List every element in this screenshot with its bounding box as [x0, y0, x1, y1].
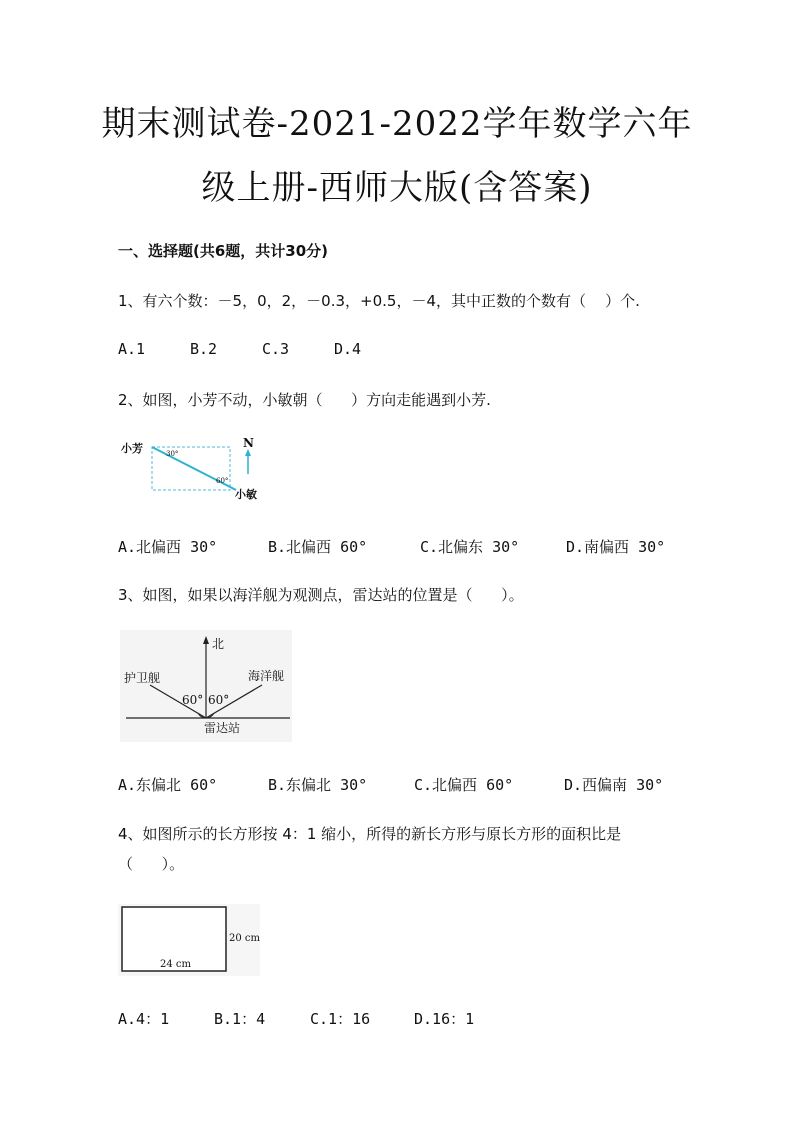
- q3-label-right: 海洋舰: [248, 669, 285, 683]
- q2-option-b: B.北偏西 60°: [268, 538, 368, 556]
- q3-option-a: A.东偏北 60°: [118, 776, 218, 794]
- q1-option-d: D.4: [334, 340, 362, 358]
- q4-label-width: 24 cm: [160, 959, 191, 970]
- q2-label-xiaomin: 小敏: [235, 488, 257, 501]
- q1-option-a: A.1: [118, 340, 146, 358]
- q4-figure: [118, 904, 260, 976]
- question-1-text: 1、有六个数：－5，0，2，－0.3，+0.5，－4，其中正数的个数有（ ）个.: [118, 292, 640, 310]
- question-4-text-line2: （ ）。: [118, 855, 185, 873]
- q2-figure: [118, 432, 268, 502]
- q3-label-north: 北: [212, 637, 225, 651]
- question-3-text: 3、如图，如果以海洋舰为观测点，雷达站的位置是（ ）。: [118, 586, 524, 604]
- q2-north-arrowhead: [245, 449, 251, 456]
- q2-label-xiaofang: 小芳: [121, 442, 143, 455]
- q2-option-c: C.北偏东 30°: [420, 538, 520, 556]
- q4-option-b: B.1：4: [214, 1010, 266, 1028]
- question-4-text-line1: 4、如图所示的长方形按 4：1 缩小，所得的新长方形与原长方形的面积比是: [118, 825, 622, 843]
- q2-label-north: N: [243, 436, 254, 450]
- q3-diagram: [120, 630, 292, 742]
- q4-option-a: A.4：1: [118, 1010, 170, 1028]
- q2-option-a: A.北偏西 30°: [118, 538, 218, 556]
- q1-option-c: C.3: [262, 340, 290, 358]
- q2-angle-top: 30°: [166, 450, 179, 458]
- q4-option-d: D.16：1: [414, 1010, 475, 1028]
- page-title-line1: 期末测试卷-2021-2022学年数学六年: [101, 104, 693, 144]
- q1-option-b: B.2: [190, 340, 218, 358]
- q3-option-d: D.西偏南 30°: [564, 776, 664, 794]
- q4-diagram: [118, 904, 260, 976]
- q3-option-c: C.北偏西 60°: [414, 776, 514, 794]
- section-heading: 一、选择题(共6题，共计30分): [118, 242, 329, 260]
- page-title-line2: 级上册-西师大版(含答案): [201, 168, 593, 208]
- q2-angle-bottom: 60°: [216, 477, 229, 485]
- q3-option-b: B.东偏北 30°: [268, 776, 368, 794]
- q3-label-center: 雷达站: [204, 721, 241, 735]
- q3-figure: [120, 630, 292, 742]
- q3-angle-right: 60°: [208, 693, 230, 707]
- q2-diagram: [118, 432, 268, 502]
- q4-option-c: C.1：16: [310, 1010, 371, 1028]
- q2-option-d: D.南偏西 30°: [566, 538, 666, 556]
- q3-label-left: 护卫舰: [124, 671, 161, 685]
- q3-angle-left: 60°: [182, 693, 204, 707]
- question-2-text: 2、如图，小芳不动，小敏朝（ ）方向走能遇到小芳.: [118, 391, 491, 409]
- q4-label-height: 20 cm: [229, 933, 260, 944]
